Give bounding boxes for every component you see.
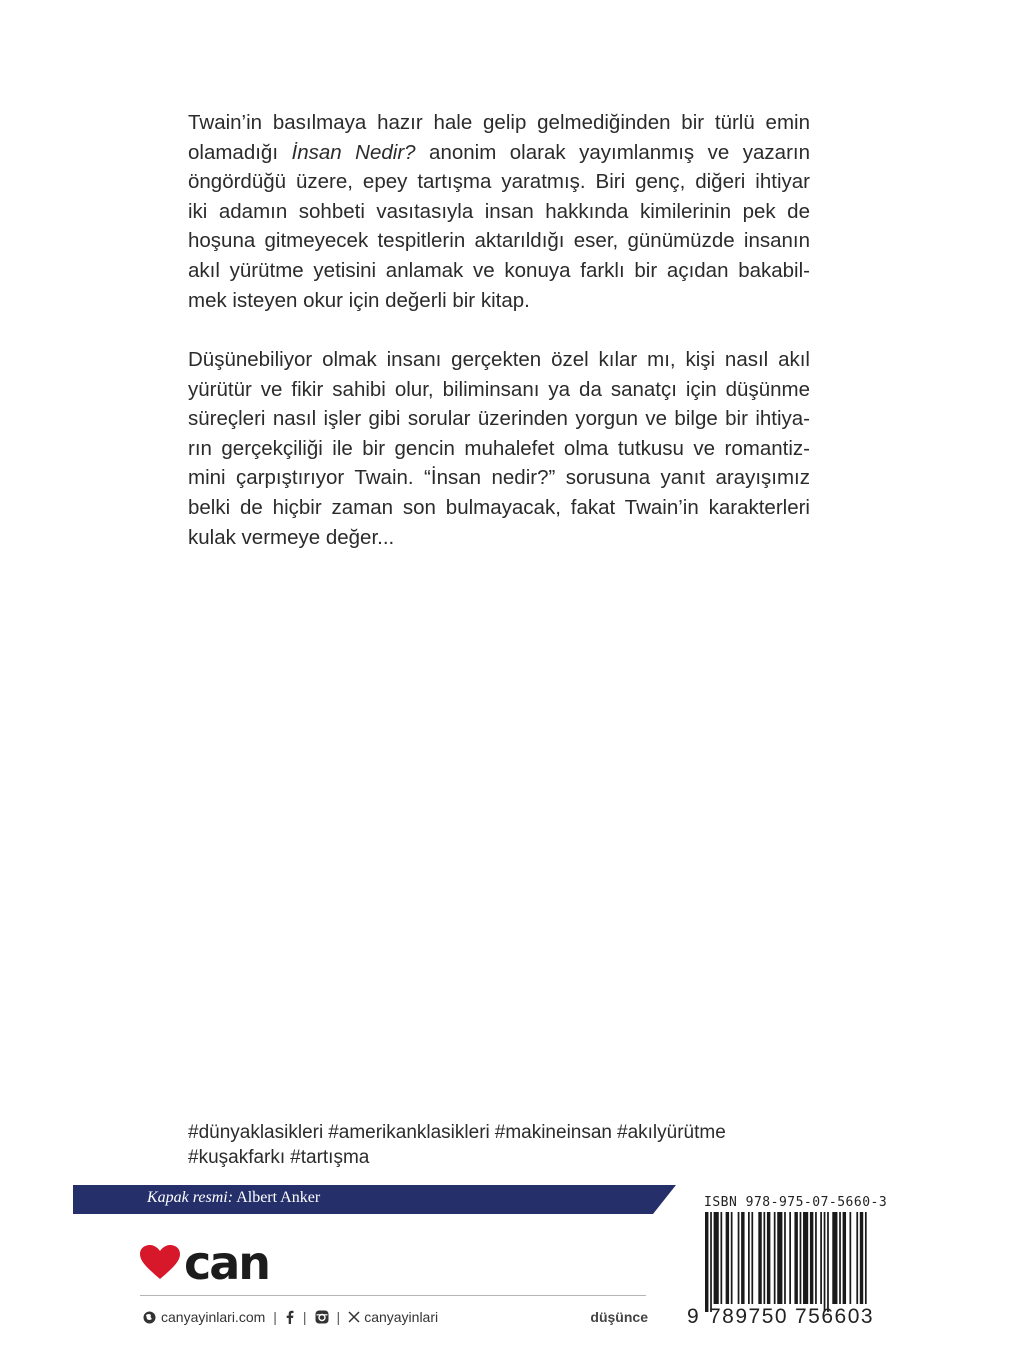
- facebook-icon[interactable]: [285, 1310, 295, 1324]
- publisher-logo: [140, 1236, 270, 1290]
- barcode-bar: [774, 1212, 776, 1304]
- barcode-bar: [794, 1212, 797, 1304]
- separator: |: [336, 1309, 341, 1325]
- isbn-label: ISBN 978-975-07-5660-3: [704, 1195, 888, 1210]
- text-segment: anonim olarak yayımlanmış ve yazarın: [415, 140, 811, 164]
- separator: |: [302, 1309, 307, 1325]
- barcode-bar: [784, 1212, 786, 1304]
- barcode-bar: [832, 1212, 837, 1304]
- barcode-bars: [687, 1212, 877, 1312]
- barcode-bar: [731, 1212, 733, 1304]
- text-line: Twain’in basılmaya hazır hale gelip gelmediğinden bir türlü emin: [188, 111, 810, 134]
- text-line: belki de hiçbir zaman son bulmayacak, fakat Twain’in karakterleri: [188, 495, 810, 519]
- hashtag-line: [188, 1145, 731, 1170]
- barcode-bar: [856, 1212, 858, 1304]
- barcode-bar: [810, 1212, 813, 1304]
- text-segment: olamadığı: [188, 140, 292, 164]
- text-line: hoşuna gitmeyecek tespitlerin aktarıldığı eser, günümüzde insanın: [188, 229, 810, 253]
- barcode-bar: [705, 1212, 708, 1312]
- hashtag: #kuşakfarkı: [188, 1147, 286, 1168]
- footer-divider: [140, 1295, 646, 1296]
- text-line: yürütür ve fikir sahibi olur, biliminsanı ya da sanatçı için düşünme: [188, 377, 810, 401]
- cover-credit: [147, 1189, 320, 1207]
- text-line: öngördüğü üzere, epey tartışma yaratmış. Biri genç, diğeri ihtiyar: [188, 170, 810, 194]
- description-paragraph-2: [188, 345, 810, 552]
- barcode-bar: [849, 1212, 851, 1304]
- barcode-bar: [827, 1212, 829, 1312]
- barcode-bar: [710, 1212, 712, 1312]
- text-line: iki adamın sohbeti vasıtasıyla insan hakkında kimilerinin pek de: [188, 199, 810, 223]
- hashtag: #makineinsan: [494, 1122, 612, 1143]
- description-paragraph-1: [188, 108, 810, 315]
- text-line: kulak vermeye değer...: [188, 525, 395, 549]
- text-line: [188, 138, 810, 168]
- book-title-italic: İnsan Nedir?: [291, 140, 416, 164]
- text-line: akıl yürütme yetisini anlamak ve konuya farklı bir açıdan bakabil-: [188, 258, 810, 282]
- cover-artist: Albert Anker: [236, 1189, 321, 1206]
- barcode-bar: [738, 1212, 740, 1304]
- barcode-bar: [839, 1212, 841, 1304]
- barcode-bar: [803, 1212, 808, 1304]
- barcode-bar: [763, 1212, 765, 1304]
- barcode-bar: [751, 1212, 753, 1304]
- barcode-bar: [815, 1212, 817, 1304]
- barcode-bar: [767, 1212, 770, 1304]
- barcode: [687, 1195, 888, 1330]
- barcode-bar: [843, 1212, 846, 1304]
- barcode-bar: [865, 1212, 867, 1304]
- hashtag: #akılyürütme: [617, 1122, 726, 1143]
- hashtag: #amerikanklasikleri: [328, 1122, 490, 1143]
- barcode-bar: [789, 1212, 791, 1304]
- barcode-bar: [714, 1212, 719, 1304]
- barcode-bar: [800, 1212, 802, 1304]
- barcode-bar: [820, 1212, 822, 1304]
- instagram-icon[interactable]: [315, 1310, 329, 1324]
- hashtag: #dünyaklasikleri: [188, 1122, 324, 1143]
- text-line: süreçleri nasıl işler gibi sorular üzerinden yorgun ve bilge bir ihtiya-: [188, 407, 810, 431]
- website[interactable]: [143, 1309, 265, 1325]
- series-name: düşünce: [590, 1309, 648, 1325]
- barcode-digit-group: 756603: [795, 1305, 875, 1328]
- barcode-bar: [720, 1212, 722, 1304]
- globe-icon: [143, 1311, 156, 1324]
- barcode-bar: [777, 1212, 782, 1304]
- cover-credit-label: Kapak resmi:: [147, 1189, 234, 1206]
- heart-icon: [140, 1245, 180, 1281]
- barcode-bar: [748, 1212, 750, 1304]
- hashtag: #tartışma: [290, 1147, 370, 1168]
- barcode-bar: [741, 1212, 744, 1304]
- logo-wordmark: can: [184, 1236, 270, 1290]
- barcode-digit-prefix: 9: [687, 1305, 699, 1328]
- barcode-bar: [860, 1212, 863, 1304]
- x-icon: [348, 1311, 360, 1323]
- barcode-digit-group: 789750: [709, 1305, 789, 1328]
- twitter[interactable]: [348, 1309, 438, 1325]
- twitter-handle[interactable]: canyayinlari: [364, 1309, 439, 1325]
- publisher-footer: [143, 1306, 648, 1328]
- text-line: mini çarpıştırıyor Twain. “İnsan nedir?” sorusuna yanıt arayışımız: [188, 466, 810, 490]
- separator: |: [273, 1309, 277, 1325]
- barcode-bar: [726, 1212, 729, 1304]
- text-line: mek isteyen okur için değerli bir kitap.: [188, 288, 530, 312]
- cover-credit-band: [73, 1185, 676, 1214]
- website-link[interactable]: canyayinlari.com: [161, 1309, 266, 1325]
- text-line: rın gerçekçiliği ile bir gencin muhalefet olma tutkusu ve romantiz-: [188, 436, 810, 460]
- barcode-bar: [758, 1212, 761, 1304]
- hashtags: [188, 1120, 731, 1170]
- text-line: Düşünebiliyor olmak insanı gerçekten özel kılar mı, kişi nasıl akıl: [188, 348, 810, 371]
- hashtag-line: [188, 1120, 731, 1145]
- barcode-bar: [824, 1212, 826, 1312]
